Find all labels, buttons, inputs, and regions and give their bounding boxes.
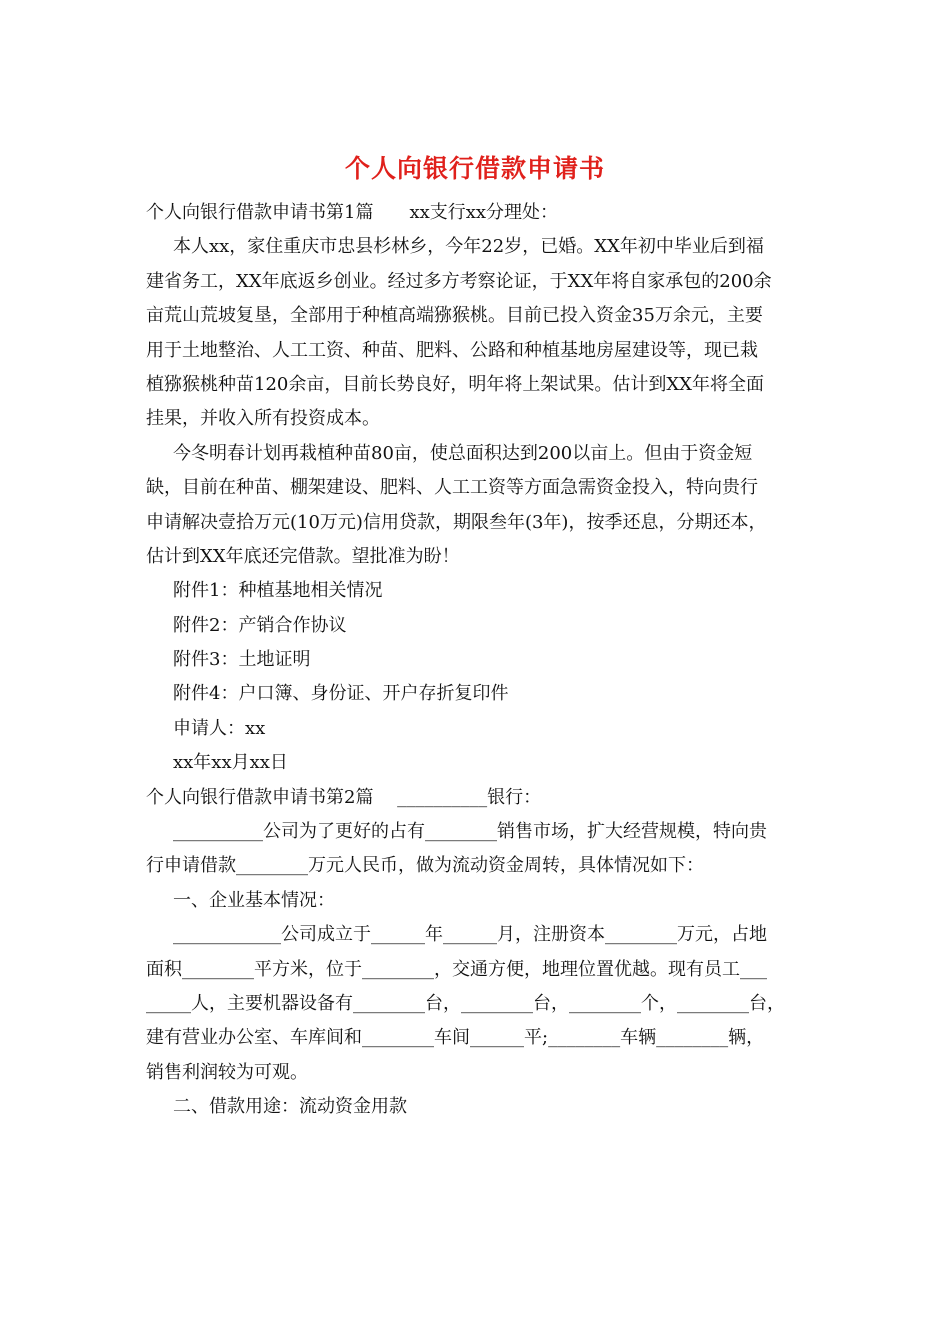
document-line: 估计到XX年底还完借款。望批准为盼！ xyxy=(146,545,460,567)
document-body xyxy=(146,196,810,1125)
document-line: 附件4：户口簿、身份证、开户存折复印件 xyxy=(173,683,509,705)
document-line: 附件3：土地证明 xyxy=(173,649,311,671)
document-line: 用于土地整治、人工工资、种苗、肥料、公路和种植基地房屋建设等，现已栽 xyxy=(146,339,758,361)
document-line: 今冬明春计划再栽植种苗80亩，使总面积达到200以亩上。但由于资金短 xyxy=(173,442,753,464)
document-line: 附件1：种植基地相关情况 xyxy=(173,580,383,602)
document-line: 植猕猴桃种苗120余亩，目前长势良好，明年将上架试果。估计到XX年将全面 xyxy=(146,373,764,395)
document-line: ____________公司成立于______年______月，注册资本________万元，占地 xyxy=(173,924,767,946)
document-line: 亩荒山荒坡复垦，全部用于种植高端猕猴桃。目前已投入资金35万余元，主要 xyxy=(146,305,763,327)
document-line: 二、借款用途：流动资金用款 xyxy=(173,1096,407,1118)
document-line: 申请人：xx xyxy=(173,717,266,739)
document-line: 缺，目前在种苗、棚架建设、肥料、人工工资等方面急需资金投入，特向贵行 xyxy=(146,477,758,499)
document-line: 面积________平方米，位于________，交通方便，地理位置优越。现有员工___ xyxy=(146,958,767,980)
document-line: 本人xx，家住重庆市忠县杉林乡，今年22岁，已婚。XX年初中毕业后到福 xyxy=(173,236,764,258)
document-line: xx年xx月xx日 xyxy=(173,752,288,774)
document-line: 销售利润较为可观。 xyxy=(146,1061,308,1083)
document-line: 附件2：产销合作协议 xyxy=(173,614,347,636)
document-line: 建有营业办公室、车库间和________车间______平;________车辆________辆， xyxy=(146,1027,765,1049)
document-line: 个人向银行借款申请书第2篇 __________银行： xyxy=(146,786,542,808)
document-line: __________公司为了更好的占有________销售市场，扩大经营规模，特向贵 xyxy=(173,821,767,843)
document-line: 个人向银行借款申请书第1篇 xx支行xx分理处： xyxy=(146,202,559,223)
document-title: 个人向银行借款申请书 xyxy=(344,154,605,183)
document-line: 一、企业基本情况： xyxy=(173,889,335,911)
document-line: 挂果，并收入所有投资成本。 xyxy=(146,408,380,430)
document-line: _____人，主要机器设备有________台，________台，________个，________台， xyxy=(146,992,785,1014)
document-line: 行申请借款________万元人民币，做为流动资金周转，具体情况如下： xyxy=(146,855,704,877)
document-line: 申请解决壹拾万元(10万元)信用贷款，期限叁年(3年)，按季还息，分期还本， xyxy=(146,511,767,533)
document-line: 建省务工，XX年底返乡创业。经过多方考察论证，于XX年将自家承包的200余 xyxy=(146,270,772,292)
